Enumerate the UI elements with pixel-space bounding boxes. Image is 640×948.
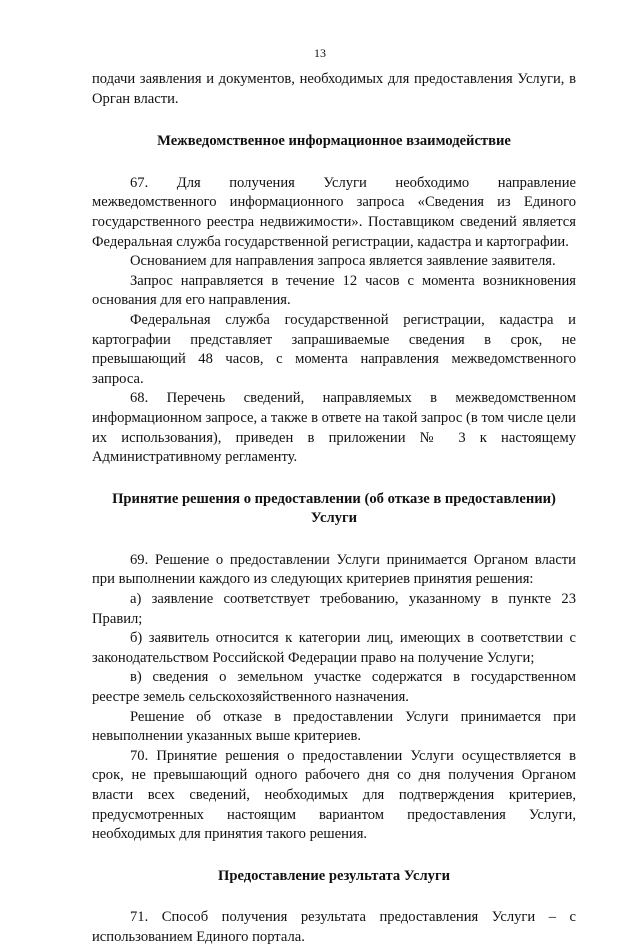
section-decision (92, 551, 576, 845)
intro-paragraph: подачи заявления и документов, необходимых для предоставления Услуги, в Орган власти. (92, 71, 576, 107)
criterion-b: б) заявитель относится к категории лиц, имеющих в соответствии с законодательством Российской Федерации право на получение Услуги; (92, 630, 576, 666)
paragraph-69: 69. Решение о предоставлении Услуги принимается Органом власти при выполнении каждого из следующих критериев принятия решения: (92, 551, 576, 588)
section-result (92, 908, 576, 947)
section-heading-decision: Принятие решения о предоставлении (об отказе в предоставлении) Услуги (112, 490, 556, 527)
section-heading-interagency: Межведомственное информационное взаимодействие (157, 133, 511, 150)
criterion-a: а) заявление соответствует требованию, указанному в пункте 23 Правил; (92, 591, 576, 627)
paragraph-response-time: Федеральная служба государственной регистрации, кадастра и картографии представляет запрашиваемые сведения в срок, не превышающий 48 часов, с момента направления межведомственного запроса. (92, 311, 576, 387)
paragraph-71: 71. Способ получения результата предоставления Услуги – с использованием Единого портала. (92, 909, 576, 945)
page-number: 13 (314, 46, 326, 60)
document-body (92, 70, 576, 948)
section-heading-result: Предоставление результата Услуги (218, 867, 450, 884)
criterion-c: в) сведения о земельном участке содержатся в государственном реестре земель сельскохозяйственного назначения. (92, 669, 576, 706)
paragraph-68: 68. Перечень сведений, направляемых в межведомственном информационном запросе, а также в ответе на такой запрос (в том числе цели их использования), приведен в приложении № 3 к настоящему Административному регламенту. (92, 390, 576, 466)
paragraph-basis: Основанием для направления запроса является заявление заявителя. (130, 253, 556, 270)
paragraph-refusal: Решение об отказе в предоставлении Услуги принимается при невыполнении указанных выше критериев. (92, 708, 576, 745)
section-interagency (92, 174, 576, 468)
paragraph-request-time: Запрос направляется в течение 12 часов с момента возникновения основания для его направления. (92, 272, 576, 309)
paragraph-67: 67. Для получения Услуги необходимо направление межведомственного информационного запроса «Сведения из Единого государственного реестра недвижимости». Поставщиком сведений является Федеральная служба государственной регистрации, кадастра и картографии. (92, 174, 576, 250)
paragraph-70: 70. Принятие решения о предоставлении Услуги осуществляется в срок, не превышающий одного рабочего дня со дня получения Органом власти всех сведений, необходимых для подтверждения критериев, предусмотренных настоящим вариантом предоставления Услуги, необходимых для принятия такого решения. (92, 747, 576, 843)
